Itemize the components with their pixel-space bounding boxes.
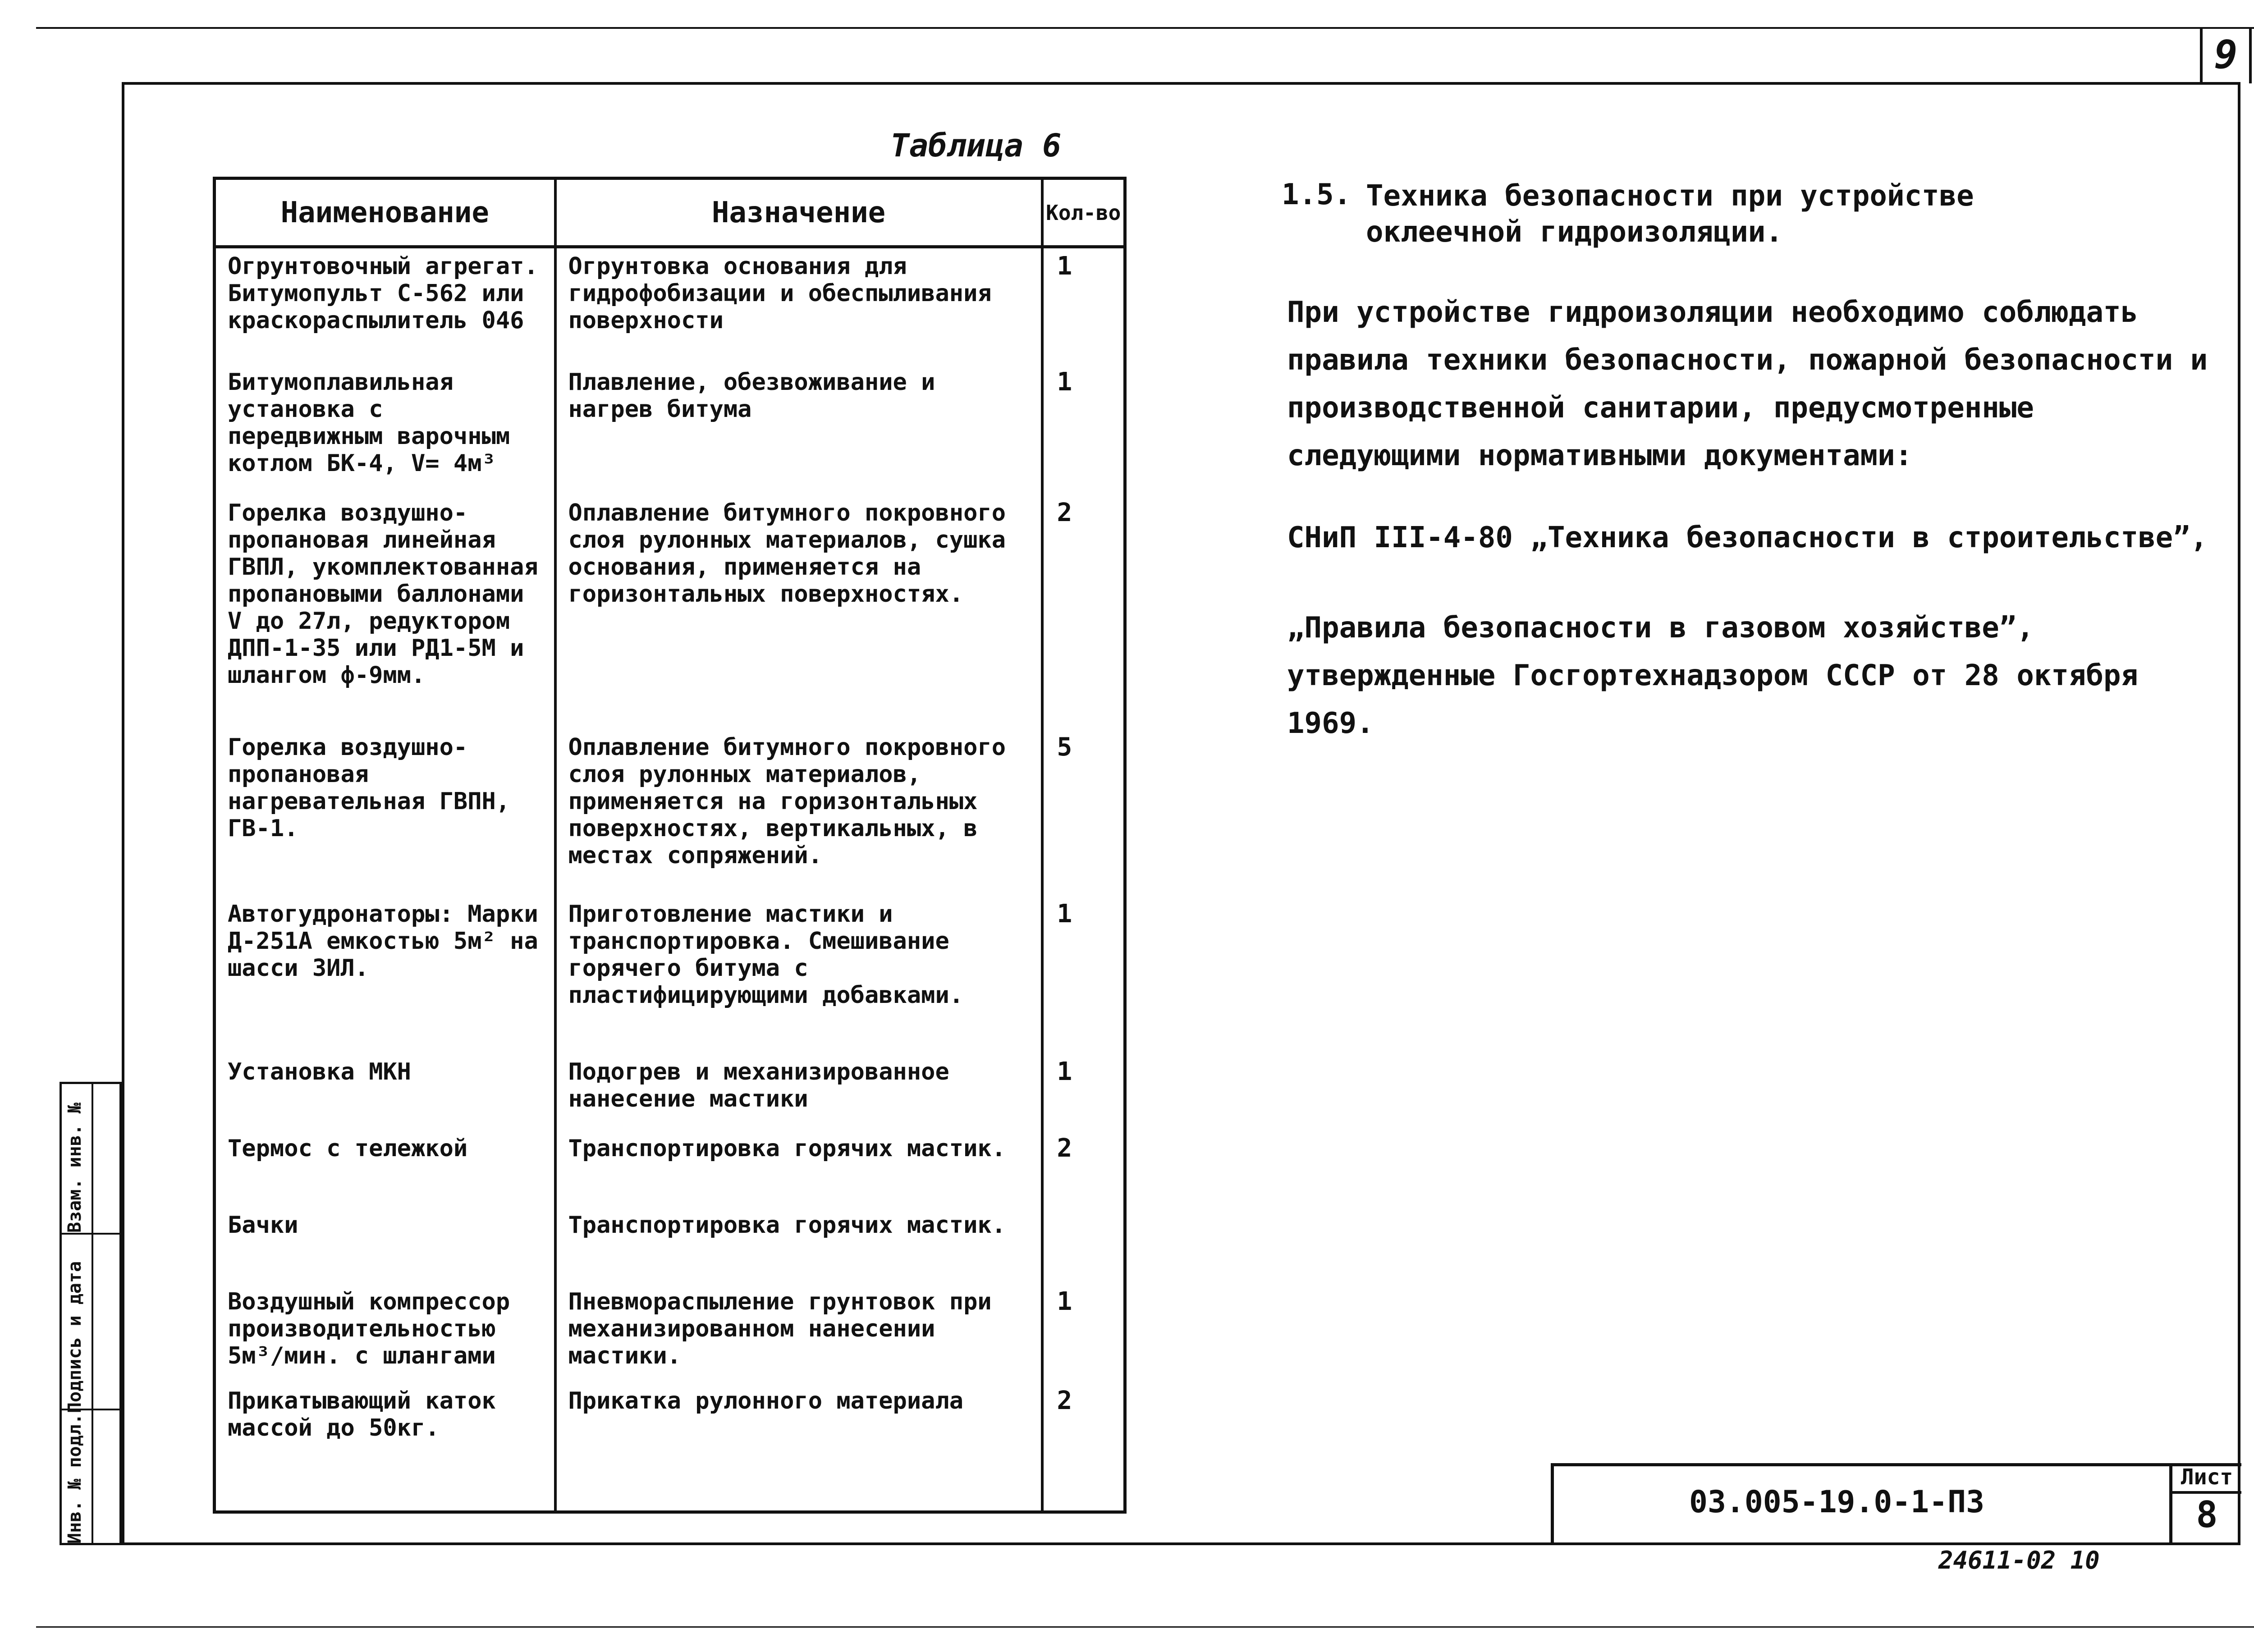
- header-purpose: Назначение: [555, 178, 1042, 247]
- section-regulation-gas: „Правила безопасности в газовом хозяйстве”, утвержденные Госгортехнадзором СССР от 28 октября 1969.: [1287, 611, 2139, 740]
- row-name: Воздушный компрессор производительностью 5м³/мин. с шлангами: [215, 1284, 555, 1383]
- table-caption: Таблица 6: [890, 127, 1062, 164]
- row-purpose: Прикатка рулонного материала: [555, 1383, 1042, 1512]
- row-qty: 2: [1042, 1130, 1125, 1207]
- document-code: 03.005-19.0-1-ПЗ: [1689, 1484, 1985, 1520]
- table-header-row: [215, 178, 1125, 247]
- section-number: 1.5.: [1282, 178, 1351, 211]
- row-qty: 2: [1042, 495, 1125, 729]
- archive-number: 24611-02 10: [1938, 1546, 2100, 1574]
- row-purpose: Пневмораспыление грунтовок при механизированном нанесении мастики.: [555, 1284, 1042, 1383]
- side-divider: [62, 1409, 119, 1410]
- row-name: Огрунтовочный агрегат. Битумопульт С-562 или краскораспылитель 046: [215, 247, 555, 364]
- row-purpose: Транспортировка горячих мастик.: [555, 1207, 1042, 1284]
- row-purpose: Оплавление битумного покровного слоя рулонных материалов, применяется на горизонтальных поверхностях, вертикальных, в местах сопряжений.: [555, 729, 1042, 896]
- table-row: [215, 729, 1125, 896]
- row-qty: 1: [1042, 896, 1125, 1054]
- section-title: Техника безопасности при устройстве оклеечной гидроизоляции.: [1366, 179, 1974, 249]
- sheet-number: 8: [2196, 1494, 2218, 1536]
- row-purpose: Огрунтовка основания для гидрофобизации и обеспыливания поверхности: [555, 247, 1042, 364]
- header-qty: Кол-во: [1042, 178, 1125, 247]
- row-qty: 1: [1042, 1284, 1125, 1383]
- table-row: [215, 247, 1125, 364]
- row-purpose: Оплавление битумного покровного слоя рулонных материалов, сушка основания, применяется на горизонтальных поверхностях.: [555, 495, 1042, 729]
- table-row: [215, 1383, 1125, 1512]
- table-row: [215, 1284, 1125, 1383]
- table-row: [215, 364, 1125, 495]
- section-paragraph: При устройстве гидроизоляции необходимо соблюдать правила техники безопасности, пожарной безопасности и производственной санитарии, предусмотренные следующими нормативными документами:: [1287, 296, 2208, 472]
- bottom-border-line: [36, 1626, 2254, 1628]
- side-label-replacement: Взам. инв. №: [64, 1103, 85, 1233]
- title-block: [1551, 1463, 2241, 1545]
- row-qty: 5: [1042, 729, 1125, 896]
- row-purpose: Подогрев и механизированное нанесение мастики: [555, 1054, 1042, 1130]
- row-name: Автогудронаторы: Марки Д-251А емкостью 5м² на шасси ЗИЛ.: [215, 896, 555, 1054]
- side-stamp: [60, 1082, 122, 1545]
- row-name: Термос с тележкой: [215, 1130, 555, 1207]
- row-qty: 1: [1042, 364, 1125, 495]
- row-purpose: Приготовление мастики и транспортировка. Смешивание горячего битума с пластифицирующими добавками.: [555, 896, 1042, 1054]
- header-name: Наименование: [215, 178, 555, 247]
- table-row: [215, 1130, 1125, 1207]
- section-regulation-snip: СНиП III-4-80 „Техника безопасности в строительстве”,: [1287, 521, 2208, 554]
- row-name: Бачки: [215, 1207, 555, 1284]
- row-name: Горелка воздушно-пропановая линейная ГВПЛ, укомплектованная пропановыми баллонами V до 27л, редуктором ДПП-1-35 или РД1-5М и шлангом ф-9мм.: [215, 495, 555, 729]
- page-number: 9: [2200, 27, 2252, 83]
- row-qty: 1: [1042, 1054, 1125, 1130]
- top-border-line: [36, 27, 2254, 29]
- row-purpose: Плавление, обезвоживание и нагрев битума: [555, 364, 1042, 495]
- sheet-label: Лист: [2172, 1463, 2241, 1494]
- row-qty: [1042, 1207, 1125, 1284]
- equipment-table: [213, 177, 1127, 1514]
- row-name: Прикатывающий каток массой до 50кг.: [215, 1383, 555, 1512]
- sheet-box: [2169, 1463, 2241, 1545]
- row-name: Битумоплавильная установка с передвижным варочным котлом БК-4, V= 4м³: [215, 364, 555, 495]
- row-qty: 2: [1042, 1383, 1125, 1512]
- row-name: Установка МКН: [215, 1054, 555, 1130]
- row-purpose: Транспортировка горячих мастик.: [555, 1130, 1042, 1207]
- table-row: [215, 495, 1125, 729]
- table-row: [215, 896, 1125, 1054]
- row-qty: 1: [1042, 247, 1125, 364]
- table-row: [215, 1054, 1125, 1130]
- table-row: [215, 1207, 1125, 1284]
- side-label-signature: Подпись и дата: [64, 1261, 85, 1413]
- side-divider: [62, 1233, 119, 1235]
- side-label-inventory: Инв. № подл.: [64, 1414, 85, 1544]
- row-name: Горелка воздушно-пропановая нагревательная ГВПН, ГВ-1.: [215, 729, 555, 896]
